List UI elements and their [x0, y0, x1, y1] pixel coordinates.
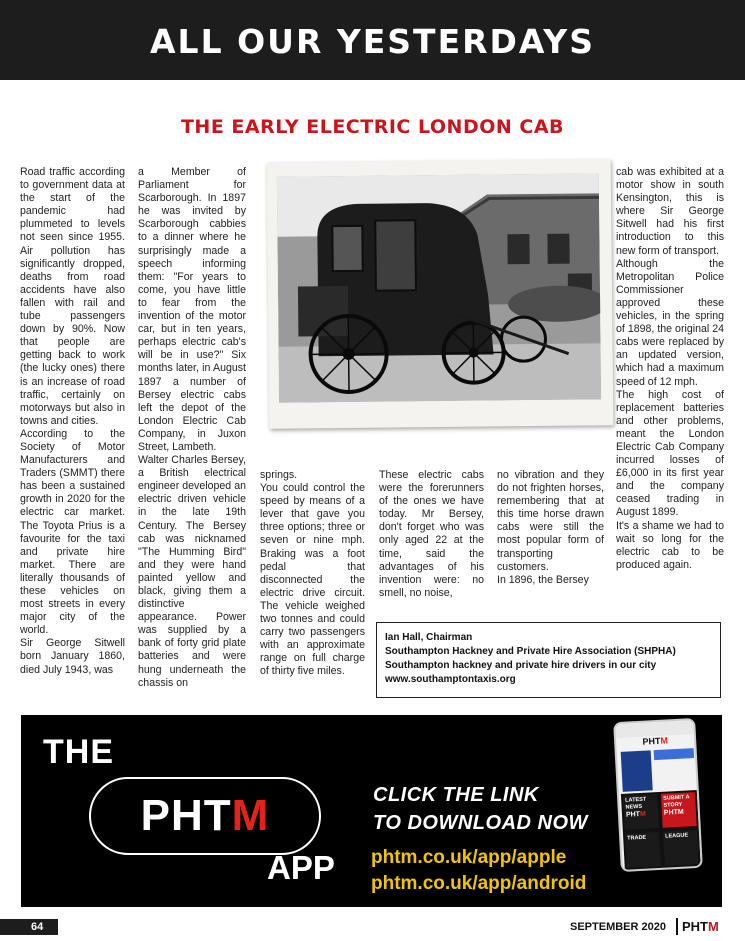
phone-banner [654, 748, 694, 760]
article-paragraph: According to the Society of Motor Manufacturers and Traders (SMMT) there has been a sustained growth in 2020 for the electric car market. The Toyota Prius is a favourite for the taxi and private hire market. There are literally thousands of these vehicles on most streets in every major city of the world. [20, 427, 125, 637]
article-paragraph: The high cost of replacement batteries and other problems, meant the London Electric Cab Company incurred losses of £6,000 in its first year and the company ceased trading in August 1899. [616, 388, 724, 519]
phone-magazine-cover [621, 750, 653, 792]
android-app-link[interactable]: phtm.co.uk/app/android [371, 873, 587, 894]
article-column-2 [138, 166, 246, 708]
article-paragraph: a Member of Parliament for Scarborough. In 1897 he was invited by Scarborough cabbies to a dinner where he surprisingly made a speech informing them: "For years to come, you have little to fear from the invention of the motor car, but in ten years, perhaps electric cab's will be in use?" Six months later, in August 1897 a number of Bersey electric cabs left the depot of the London Electric Cab Company, in Juxon Street, Lambeth. [138, 166, 246, 453]
article-paragraph: You could control the speed by means of a lever that gave you three options; three or seven or nine mph. Braking was a foot pedal that disconnected the electric drive circuit. The vehicle weighed two tonnes and could carry two passengers with an approximate range on full charge of thirty five miles. [260, 482, 365, 678]
article-column-5 [497, 469, 604, 604]
phone-tile-grid [621, 790, 701, 872]
footer-phtm-logo: PHTM [682, 919, 719, 934]
article-paragraph: In 1896, the Bersey [497, 573, 589, 586]
article-column-4 [379, 469, 484, 604]
section-banner [0, 0, 745, 80]
ad-call-to-action: CLICK THE LINK TO DOWNLOAD NOW [373, 784, 588, 834]
page-number-tab [0, 919, 58, 935]
article-paragraph: springs. [260, 469, 298, 481]
article-paragraph: cab was exhibited at a motor show in south Kensington, this is where Sir George Sitwell had his first introduction to this new form of transport. [616, 166, 724, 257]
author-name: Ian Hall, Chairman [385, 632, 473, 643]
article-paragraph: no vibration and they do not frighten horses, remembering that at this time horse drawn cabs were still the most popular form of transporting customers. [497, 469, 604, 573]
issue-date: SEPTEMBER 2020 [570, 921, 666, 933]
article-column-1 [20, 166, 125, 708]
page-number: 64 [31, 921, 44, 933]
article-column-3 [260, 469, 365, 709]
ad-app-label: APP [267, 849, 335, 886]
article-paragraph: Walter Charles Bersey, a British electrical engineer developed an electric driven vehicle in the late 19th Century. The Bersey cab was nicknamed "The Humming Bird" and they were hand painted yellow and black, giving them a distinctive appearance. Power was supplied by a bank of forty grid plate batteries and were hung underneath the chassis on [138, 454, 246, 689]
phone-tile-news: LATEST NEWS PHTM [623, 794, 659, 830]
section-title: ALL OUR YESTERDAYS [150, 22, 595, 61]
phone-mockup [613, 718, 703, 872]
author-tagline: Southampton hackney and private hire drivers in our city [385, 660, 657, 671]
article-paragraph: These electric cabs were the forerunners of the ones we have today. Mr Bersey, don't forget who was only aged 22 at the time, said the advantages of his invention were: no smell, no noise, [379, 469, 484, 599]
phone-tile-submit: SUBMIT A STORY PHTM [661, 792, 697, 828]
author-website-link[interactable]: www.southamptontaxis.org [385, 674, 516, 685]
phtm-logo: PHTM [140, 791, 270, 840]
author-box [376, 622, 721, 698]
footer-divider [676, 918, 678, 935]
article-paragraph: It's a shame we had to wait so long for the electric cab to be produced again. [616, 519, 724, 571]
article-headline: THE EARLY ELECTRIC LONDON CAB [180, 116, 565, 138]
article-paragraph: Road traffic according to government data at the start of the pandemic had plummeted to levels not seen since 1955. Air pollution has significantly dropped, deaths from road accidents have also fallen with rail and tube passengers down by 90%. Now that people are getting back to work (the lucky ones) there is an increase of road traffic, certainly on motorways but also in towns and cities. [20, 166, 125, 427]
electric-cab-photo [267, 159, 614, 429]
article-paragraph: Although the Metropolitan Police Commissioner approved these vehicles, in the spring of 1898, the original 24 cabs were replaced by an updated version, which had a maximum speed of 12 mph. [616, 257, 724, 388]
article-column-6 [616, 166, 724, 596]
phone-tile-league: LEAGUE [663, 830, 699, 866]
apple-app-link[interactable]: phtm.co.uk/app/apple [371, 847, 567, 868]
phtm-logo-pill [89, 777, 321, 855]
phtm-app-advert[interactable] [21, 715, 722, 907]
article-paragraph: Sir George Sitwell born January 1860, died July 1943, was [20, 637, 125, 676]
phone-tile-trade: TRADE [625, 832, 661, 868]
bersey-cab-illustration [277, 173, 601, 402]
phone-app-logo: PHTM [642, 735, 669, 747]
author-organisation: Southampton Hackney and Private Hire Association (SHPHA) [385, 646, 676, 657]
ad-the-label: THE [43, 733, 114, 771]
